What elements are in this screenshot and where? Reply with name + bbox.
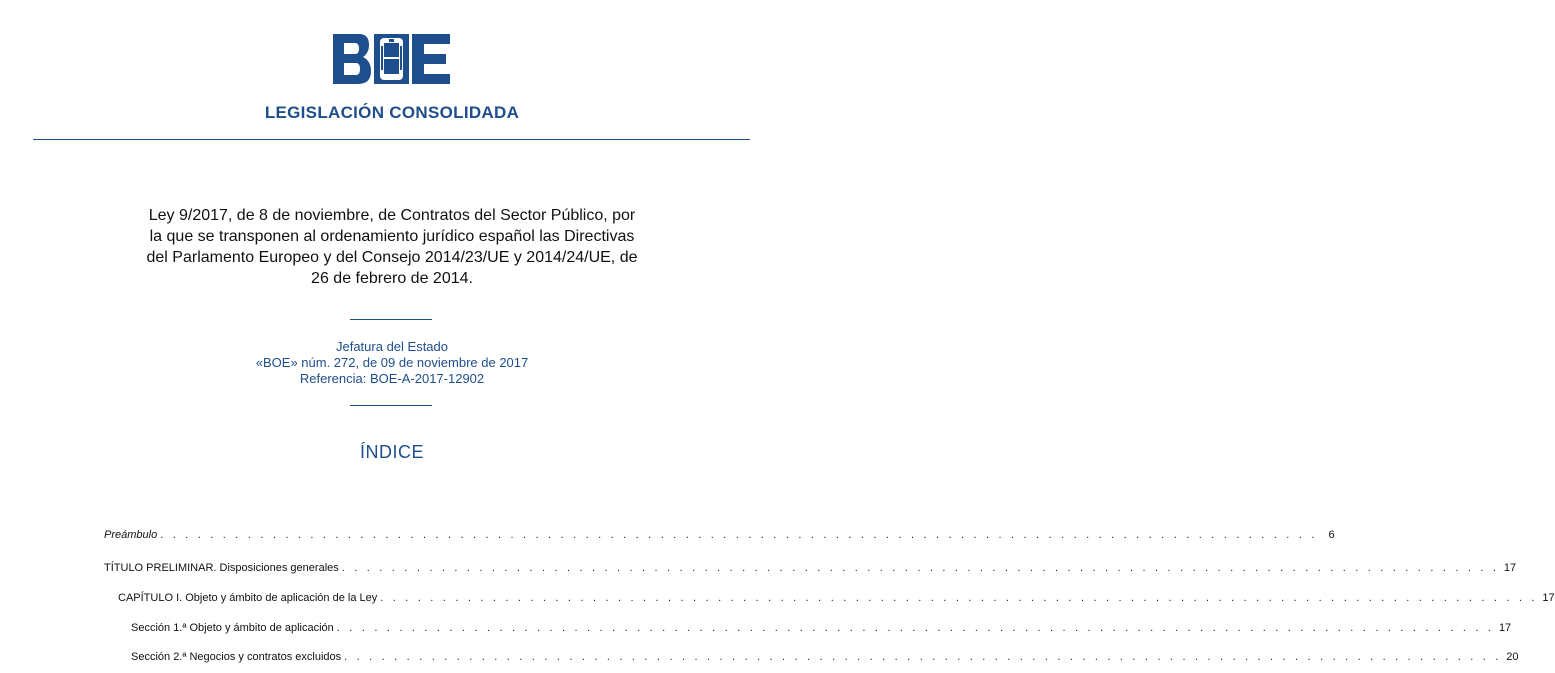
toc-leader-dots: . . . . . . . . . . . . . . . . . . . . . . . . . . . . . . . . . . . . . . . . . . . . . . . . . . . . . . . . . . . . . . . . . . . . . . . . . . . . . . . . . . . . . . . . . . . . . — [344, 651, 1502, 663]
toc-entry-page: 17 — [1498, 622, 1512, 634]
toc-entry-page: 20 — [1506, 651, 1519, 663]
index-heading: ÍNDICE — [359, 442, 424, 462]
collection-title: LEGISLACIÓN CONSOLIDADA — [264, 103, 520, 122]
toc-entry-page: 17 — [1503, 562, 1517, 574]
boe-logo — [333, 34, 450, 84]
document-title-line: 26 de febrero de 2014. — [311, 270, 473, 287]
toc-entry-capitulo-1[interactable] — [118, 592, 1555, 604]
reference: Referencia: BOE-A-2017-12902 — [299, 371, 485, 386]
toc-entry-seccion-2[interactable] — [131, 651, 1519, 663]
toc-entry-titulo-preliminar[interactable] — [104, 562, 1517, 574]
toc-entry-page: 6 — [1328, 529, 1335, 541]
document-title-line: la que se transponen al ordenamiento jurídico español las Directivas — [149, 228, 635, 245]
toc-leader-dots: . . . . . . . . . . . . . . . . . . . . . . . . . . . . . . . . . . . . . . . . . . . . . . . . . . . . . . . . . . . . . . . . . . . . . . . . . . . . . . . . . . . . . . . . . . . . . — [160, 529, 1318, 541]
toc-leader-dots: . . . . . . . . . . . . . . . . . . . . . . . . . . . . . . . . . . . . . . . . . . . . . . . . . . . . . . . . . . . . . . . . . . . . . . . . . . . . . . . . . . . . . . . . . . . . . — [380, 592, 1538, 604]
toc-entry-page: 17 — [1542, 592, 1555, 604]
toc-leader-dots: . . . . . . . . . . . . . . . . . . . . . . . . . . . . . . . . . . . . . . . . . . . . . . . . . . . . . . . . . . . . . . . . . . . . . . . . . . . . . . . . . . . . . . . . . . . . . — [341, 562, 1500, 574]
toc-entry-preambulo[interactable] — [104, 529, 1335, 541]
toc-entry-label: Preámbulo — [104, 529, 158, 541]
metadata-divider — [350, 405, 432, 406]
toc-entry-label: Sección 1.ª Objeto y ámbito de aplicación — [131, 622, 334, 634]
toc-entry-label: TÍTULO PRELIMINAR. Disposiciones generales — [104, 562, 339, 574]
toc-entry-label: Sección 2.ª Negocios y contratos excluidos — [131, 651, 342, 663]
header-divider — [33, 139, 750, 140]
toc-leader-dots: . . . . . . . . . . . . . . . . . . . . . . . . . . . . . . . . . . . . . . . . . . . . . . . . . . . . . . . . . . . . . . . . . . . . . . . . . . . . . . . . . . . . . . . . . . . . . — [336, 622, 1495, 634]
document-title-line: del Parlamento Europeo y del Consejo 2014/23/UE y 2014/24/UE, de — [146, 249, 638, 266]
publication-info: «BOE» núm. 272, de 09 de noviembre de 2017 — [255, 355, 529, 370]
toc-entry-seccion-1[interactable] — [131, 622, 1512, 634]
document-title — [120, 205, 664, 289]
toc-entry-label: CAPÍTULO I. Objeto y ámbito de aplicación de la Ley — [118, 592, 378, 604]
issuer: Jefatura del Estado — [335, 339, 449, 354]
title-divider — [350, 319, 432, 320]
document-title-line: Ley 9/2017, de 8 de noviembre, de Contratos del Sector Público, por — [148, 207, 636, 224]
document-metadata — [0, 339, 784, 387]
